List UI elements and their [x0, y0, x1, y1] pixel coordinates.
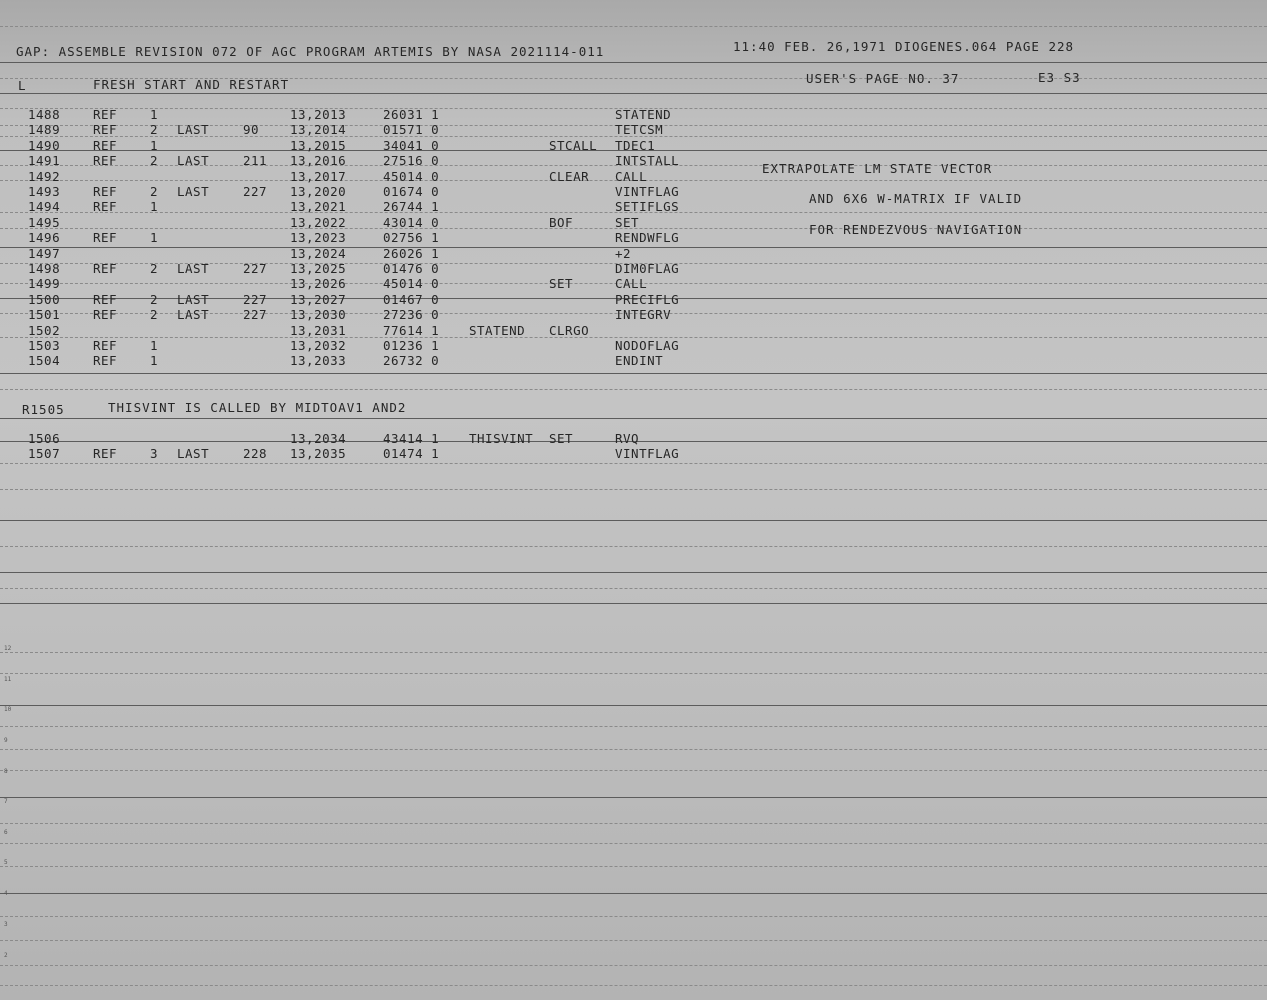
listing-line-number: 1507: [28, 446, 61, 461]
listing-ref-count: 2: [150, 261, 159, 276]
listing-line-number: 1499: [28, 276, 61, 292]
section-marker: L: [18, 78, 27, 93]
listing-last-value: 227: [243, 291, 268, 307]
listing-octal-word: 01571 0: [383, 122, 440, 138]
listing-operand: SET: [615, 214, 640, 230]
listing-line-number: 1504: [28, 353, 61, 369]
ruled-line: [0, 62, 1267, 63]
listing-ref-keyword: REF: [93, 107, 118, 122]
listing-ref-keyword: REF: [93, 291, 118, 307]
listing-line-number: 1496: [28, 230, 61, 246]
listing-operand: TDEC1: [615, 137, 656, 153]
comment-line: FOR RENDEZVOUS NAVIGATION: [809, 222, 1023, 237]
listing-operand: INTEGRV: [615, 307, 672, 323]
listing-ref-count: 1: [150, 107, 159, 122]
ruled-line: [0, 247, 1267, 248]
section-title: FRESH START AND RESTART: [93, 77, 290, 92]
listing-address: 13,2035: [290, 446, 347, 461]
ruled-line: [0, 26, 1267, 27]
listing-line-number: 1489: [28, 122, 61, 138]
ruled-line: [0, 823, 1267, 824]
listing-line-number: 1491: [28, 153, 61, 169]
listing-address: 13,2020: [290, 184, 347, 199]
listing-label: THISVINT: [469, 431, 534, 446]
listing-line-number: 1500: [28, 291, 61, 307]
listing-line-number: 1502: [28, 322, 61, 338]
listing-ref-count: 2: [150, 184, 159, 199]
listing-last-keyword: LAST: [177, 184, 210, 199]
listing-last-keyword: LAST: [177, 446, 210, 461]
listing-operand: TETCSM: [615, 122, 664, 138]
ruled-line: [0, 843, 1267, 844]
listing-line-number: 1503: [28, 338, 61, 353]
listing-line-number: 1506: [28, 431, 61, 446]
listing-address: 13,2016: [290, 153, 347, 169]
listing-ref-keyword: REF: [93, 261, 118, 276]
margin-mark: 9: [4, 737, 8, 744]
listing-label: STATEND: [469, 322, 526, 338]
listing-address: 13,2030: [290, 307, 347, 323]
listing-line-number: 1498: [28, 261, 61, 276]
listing-opcode: BOF: [549, 214, 574, 230]
listing-octal-word: 01674 0: [383, 184, 440, 199]
ruled-line: [0, 373, 1267, 374]
listing-ref-count: 2: [150, 122, 159, 138]
listing-address: 13,2023: [290, 230, 347, 246]
margin-mark: 11: [4, 676, 12, 683]
listing-address: 13,2022: [290, 214, 347, 230]
listing-octal-word: 02756 1: [383, 230, 440, 246]
listing-opcode: STCALL: [549, 137, 598, 153]
listing-last-keyword: LAST: [177, 291, 210, 307]
listing-ref-keyword: REF: [93, 153, 118, 169]
listing-address: 13,2015: [290, 137, 347, 153]
ruled-line: [0, 705, 1267, 706]
ruled-line: [0, 726, 1267, 727]
listing-address: 13,2034: [290, 431, 347, 446]
listing-operand: INTSTALL: [615, 153, 680, 169]
listing-operand: DIM0FLAG: [615, 261, 680, 276]
ruled-line: [0, 93, 1267, 94]
listing-line-number: 1488: [28, 107, 61, 122]
comment-line: AND 6X6 W-MATRIX IF VALID: [809, 191, 1023, 206]
listing-last-value: 211: [243, 153, 268, 169]
listing-line-number: 1497: [28, 245, 61, 261]
ruled-line: [0, 749, 1267, 750]
ruled-line: [0, 546, 1267, 547]
listing-ref-keyword: REF: [93, 122, 118, 138]
listing-address: 13,2026: [290, 276, 347, 292]
listing-ref-keyword: REF: [93, 446, 118, 461]
listing-last-keyword: LAST: [177, 122, 210, 138]
listing-octal-word: 26732 0: [383, 353, 440, 369]
listing-last-keyword: LAST: [177, 307, 210, 323]
listing-octal-word: 77614 1: [383, 322, 440, 338]
listing-opcode: CLEAR: [549, 168, 590, 184]
listing-last-value: 227: [243, 184, 268, 199]
listing-ref-keyword: REF: [93, 353, 118, 369]
listing-octal-word: 43014 0: [383, 214, 440, 230]
listing-octal-word: 26031 1: [383, 107, 440, 122]
listing-ref-keyword: REF: [93, 199, 118, 215]
ruled-line: [0, 673, 1267, 674]
ruled-line: [0, 916, 1267, 917]
listing-octal-word: 27516 0: [383, 153, 440, 169]
listing-octal-word: 01236 1: [383, 338, 440, 353]
ruled-line: [0, 770, 1267, 771]
listing-octal-word: 43414 1: [383, 431, 440, 446]
listing-operand: CALL: [615, 276, 648, 292]
listing-address: 13,2032: [290, 338, 347, 353]
listing-address: 13,2017: [290, 168, 347, 184]
listing-address: 13,2025: [290, 261, 347, 276]
ruled-line: [0, 520, 1267, 521]
listing-last-value: 90: [243, 122, 260, 138]
margin-mark: 8: [4, 768, 8, 775]
listing-octal-word: 01474 1: [383, 446, 440, 461]
header-title: GAP: ASSEMBLE REVISION 072 OF AGC PROGRAM ARTEMIS BY NASA 2021114-011: [16, 44, 605, 59]
ruled-line: [0, 572, 1267, 573]
remark-line-number: R1505: [22, 402, 65, 417]
listing-opcode: CLRGO: [549, 322, 590, 338]
listing-address: 13,2021: [290, 199, 347, 215]
listing-line-number: 1495: [28, 214, 61, 230]
margin-mark: 6: [4, 829, 8, 836]
ruled-line: [0, 389, 1267, 390]
listing-ref-count: 3: [150, 446, 159, 461]
listing-line-number: 1493: [28, 184, 61, 199]
ruled-line: [0, 652, 1267, 653]
ruled-line: [0, 797, 1267, 798]
ruled-line: [0, 463, 1267, 464]
listing-last-keyword: LAST: [177, 261, 210, 276]
listing-ref-keyword: REF: [93, 137, 118, 153]
listing-ref-count: 1: [150, 230, 159, 246]
listing-address: 13,2014: [290, 122, 347, 138]
listing-octal-word: 27236 0: [383, 307, 440, 323]
listing-ref-keyword: REF: [93, 307, 118, 323]
listing-octal-word: 26026 1: [383, 245, 440, 261]
listing-octal-word: 26744 1: [383, 199, 440, 215]
ruled-line: [0, 985, 1267, 986]
listing-octal-word: 45014 0: [383, 168, 440, 184]
listing-ref-count: 1: [150, 199, 159, 215]
section-code: E3 S3: [1038, 70, 1081, 85]
listing-ref-count: 2: [150, 307, 159, 323]
ruled-line: [0, 588, 1267, 589]
listing-ref-count: 2: [150, 153, 159, 169]
listing-operand: CALL: [615, 168, 648, 184]
listing-operand: VINTFLAG: [615, 184, 680, 199]
listing-ref-keyword: REF: [93, 184, 118, 199]
listing-operand: RVQ: [615, 431, 640, 446]
listing-octal-word: 01476 0: [383, 261, 440, 276]
listing-operand: RENDWFLG: [615, 230, 680, 246]
listing-address: 13,2031: [290, 322, 347, 338]
listing-last-value: 228: [243, 446, 268, 461]
listing-line-number: 1490: [28, 137, 61, 153]
comment-line: EXTRAPOLATE LM STATE VECTOR: [762, 161, 993, 176]
listing-address: 13,2027: [290, 291, 347, 307]
margin-mark: 3: [4, 921, 8, 928]
listing-octal-word: 34041 0: [383, 137, 440, 153]
ruled-line: [0, 965, 1267, 966]
listing-address: 13,2033: [290, 353, 347, 369]
ruled-line: [0, 603, 1267, 604]
listing-address: 13,2024: [290, 245, 347, 261]
listing-operand: +2: [615, 245, 632, 261]
user-page-number: USER'S PAGE NO. 37: [806, 71, 960, 86]
listing-operand: PRECIFLG: [615, 291, 680, 307]
listing-opcode: SET: [549, 276, 574, 292]
listing-address: 13,2013: [290, 107, 347, 122]
ruled-line: [0, 893, 1267, 894]
margin-mark: 10: [4, 706, 12, 713]
listing-operand: NODOFLAG: [615, 338, 680, 353]
listing-ref-count: 1: [150, 353, 159, 369]
margin-mark: 5: [4, 859, 8, 866]
listing-opcode: SET: [549, 431, 574, 446]
ruled-line: [0, 940, 1267, 941]
listing-line-number: 1494: [28, 199, 61, 215]
listing-ref-count: 1: [150, 137, 159, 153]
listing-operand: VINTFLAG: [615, 446, 680, 461]
header-timestamp: 11:40 FEB. 26,1971 DIOGENES.064 PAGE 228: [733, 39, 1075, 54]
listing-ref-keyword: REF: [93, 338, 118, 353]
listing-last-keyword: LAST: [177, 153, 210, 169]
listing-last-value: 227: [243, 307, 268, 323]
listing-line-number: 1492: [28, 168, 61, 184]
margin-mark: 4: [4, 890, 8, 897]
listing-operand: STATEND: [615, 107, 672, 122]
ruled-line: [0, 418, 1267, 419]
remark-text: THISVINT IS CALLED BY MIDTOAV1 AND2: [108, 400, 407, 415]
ruled-line: [0, 866, 1267, 867]
listing-operand: SETIFLGS: [615, 199, 680, 215]
listing-last-value: 227: [243, 261, 268, 276]
margin-mark: 2: [4, 952, 8, 959]
margin-mark: 12: [4, 645, 12, 652]
listing-ref-keyword: REF: [93, 230, 118, 246]
listing-octal-word: 01467 0: [383, 291, 440, 307]
listing-operand: ENDINT: [615, 353, 664, 369]
listing-line-number: 1501: [28, 307, 61, 323]
listing-ref-count: 2: [150, 291, 159, 307]
listing-ref-count: 1: [150, 338, 159, 353]
margin-mark: 7: [4, 798, 8, 805]
ruled-line: [0, 489, 1267, 490]
listing-octal-word: 45014 0: [383, 276, 440, 292]
